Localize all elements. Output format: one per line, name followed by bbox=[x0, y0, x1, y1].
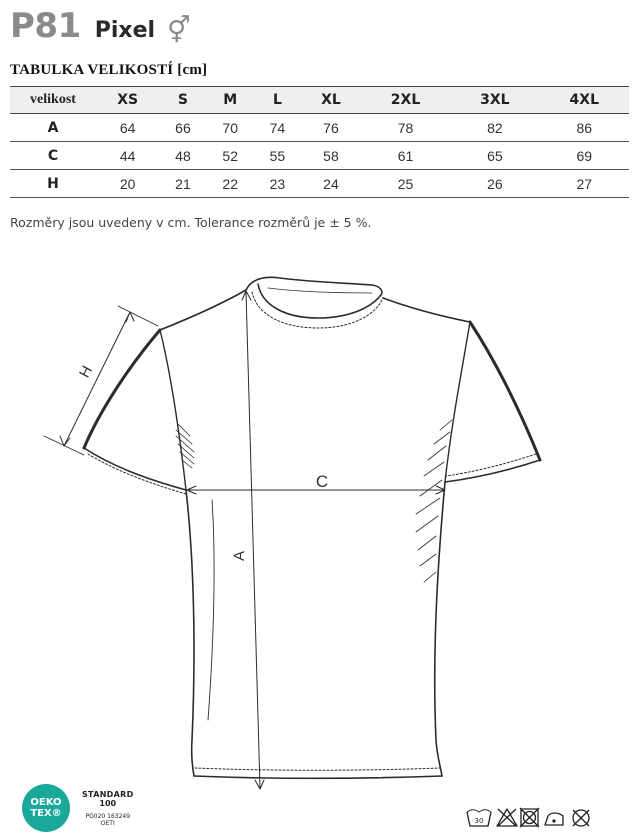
header-cell-4xl: 4XL bbox=[540, 87, 629, 114]
row-label-a: A bbox=[10, 114, 96, 142]
oeko-standard-number: 100 bbox=[99, 798, 117, 808]
tshirt-measurement-diagram bbox=[0, 250, 639, 790]
body-hem bbox=[194, 776, 442, 778]
table-row bbox=[10, 142, 629, 170]
table-row bbox=[10, 114, 629, 142]
left-sleeve-hem bbox=[84, 448, 186, 490]
care-symbols bbox=[465, 806, 605, 830]
right-shoulder bbox=[383, 298, 470, 322]
table-cell: 82 bbox=[450, 114, 539, 142]
table-row bbox=[10, 170, 629, 198]
table-cell: 27 bbox=[540, 170, 629, 198]
no-tumble-dry-icon bbox=[520, 808, 539, 827]
header-cell-xs: XS bbox=[96, 87, 159, 114]
table-cell: 22 bbox=[207, 170, 254, 198]
table-cell: 74 bbox=[254, 114, 301, 142]
label-c: C bbox=[315, 472, 329, 491]
oeko-institute: OETI bbox=[100, 819, 115, 827]
right-shading bbox=[416, 420, 452, 582]
measure-h-ext-top bbox=[118, 306, 158, 326]
table-cell: 25 bbox=[361, 170, 450, 198]
collar-stitch bbox=[252, 292, 383, 328]
table-cell: 26 bbox=[450, 170, 539, 198]
unisex-icon: ⚥ bbox=[167, 16, 191, 46]
no-bleach-icon bbox=[497, 809, 517, 826]
right-sleeve-hem bbox=[445, 460, 540, 482]
oeko-tex-certification bbox=[22, 784, 134, 832]
header-cell-xl: XL bbox=[301, 87, 361, 114]
header-cell-s: S bbox=[159, 87, 206, 114]
table-cell: 76 bbox=[301, 114, 361, 142]
body-hem-stitch bbox=[195, 768, 440, 770]
table-cell: 44 bbox=[96, 142, 159, 170]
measure-h-line bbox=[64, 312, 130, 446]
product-header bbox=[10, 6, 191, 46]
table-cell: 78 bbox=[361, 114, 450, 142]
wash-temperature: 30 bbox=[474, 817, 484, 825]
row-label-h: H bbox=[10, 170, 96, 198]
collar-inner-line bbox=[268, 288, 372, 293]
header-cell-m: M bbox=[207, 87, 254, 114]
oeko-tex-details bbox=[82, 790, 134, 827]
tolerance-note: Rozměry jsou uvedeny v cm. Tolerance rozměrů je ± 5 %. bbox=[10, 215, 372, 230]
table-cell: 23 bbox=[254, 170, 301, 198]
body-fold bbox=[208, 500, 214, 720]
size-table-title: TABULKA VELIKOSTÍ [cm] bbox=[10, 62, 208, 78]
table-cell: 69 bbox=[540, 142, 629, 170]
measure-a-line bbox=[246, 292, 260, 788]
oeko-standard-label: STANDARD bbox=[82, 789, 134, 799]
table-cell: 21 bbox=[159, 170, 206, 198]
header-cell-2xl: 2XL bbox=[361, 87, 450, 114]
table-cell: 65 bbox=[450, 142, 539, 170]
iron-low-icon bbox=[545, 813, 563, 825]
table-cell: 61 bbox=[361, 142, 450, 170]
header-cell-l: L bbox=[254, 87, 301, 114]
label-h: H bbox=[75, 363, 97, 381]
right-armhole bbox=[445, 322, 470, 482]
table-cell: 58 bbox=[301, 142, 361, 170]
oeko-logo-line2: TEX® bbox=[30, 808, 62, 819]
left-body-side bbox=[186, 490, 194, 776]
row-label-c: C bbox=[10, 142, 96, 170]
right-sleeve-outer bbox=[470, 322, 540, 460]
product-name: Pixel bbox=[94, 18, 156, 43]
right-body-side bbox=[435, 482, 445, 776]
header-cell-3xl: 3XL bbox=[450, 87, 539, 114]
no-dry-clean-icon bbox=[573, 810, 589, 826]
size-table bbox=[10, 86, 629, 198]
left-sleeve-outer bbox=[84, 330, 160, 448]
table-cell: 55 bbox=[254, 142, 301, 170]
table-cell: 24 bbox=[301, 170, 361, 198]
table-cell: 86 bbox=[540, 114, 629, 142]
table-cell: 66 bbox=[159, 114, 206, 142]
table-cell: 20 bbox=[96, 170, 159, 198]
left-armhole bbox=[160, 330, 186, 490]
product-code: P81 bbox=[10, 6, 81, 46]
oeko-logo-line1: OEKO bbox=[30, 797, 62, 808]
oeko-tex-logo bbox=[22, 784, 70, 832]
left-shoulder bbox=[160, 290, 246, 330]
oeko-certificate-code: PG020 163249 bbox=[85, 812, 131, 820]
table-cell: 52 bbox=[207, 142, 254, 170]
table-cell: 64 bbox=[96, 114, 159, 142]
size-table-header-row bbox=[10, 87, 629, 114]
header-cell-size: velikost bbox=[10, 87, 96, 114]
label-a: A bbox=[230, 550, 249, 562]
table-cell: 70 bbox=[207, 114, 254, 142]
table-cell: 48 bbox=[159, 142, 206, 170]
